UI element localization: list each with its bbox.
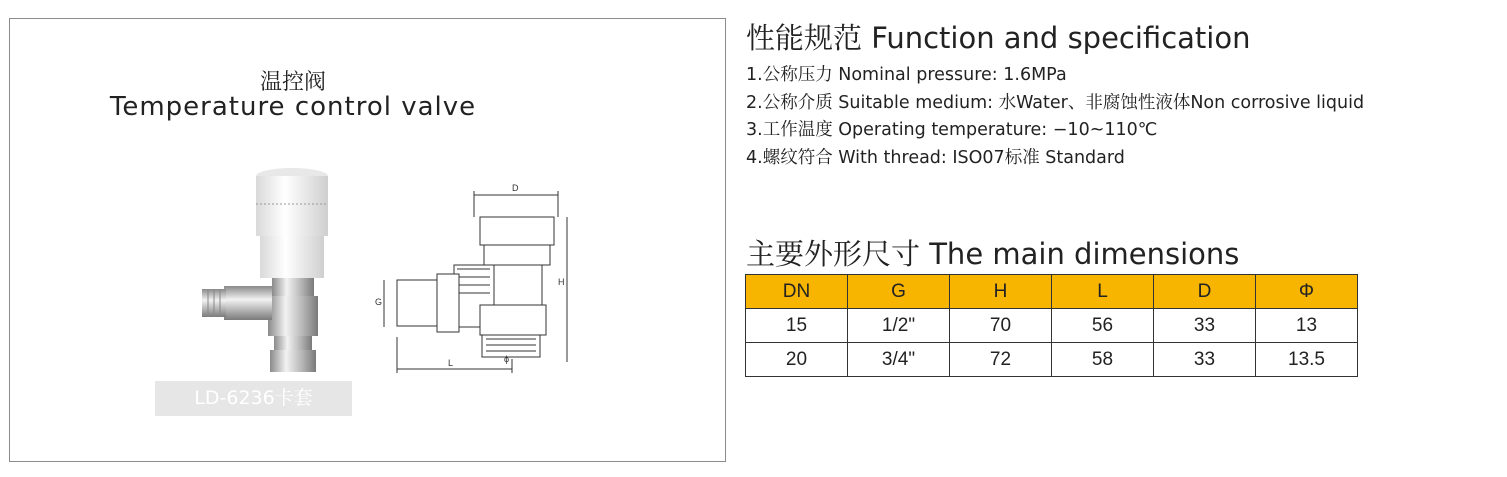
- table-cell: 70: [950, 309, 1052, 343]
- spec-item-pressure: 1.公称压力 Nominal pressure: 1.6MPa: [746, 65, 1067, 85]
- table-cell: 3/4": [848, 343, 950, 377]
- table-cell: 33: [1154, 343, 1256, 377]
- table-row: [746, 343, 1358, 377]
- drawing-label-phi: ϕ: [504, 354, 510, 364]
- drawing-label-d: D: [512, 183, 519, 193]
- valve-photo: [190, 164, 330, 374]
- table-cell: 58: [1052, 343, 1154, 377]
- table-cell: 1/2": [848, 309, 950, 343]
- table-cell: 33: [1154, 309, 1256, 343]
- table-cell: 15: [746, 309, 848, 343]
- header-d: D: [1154, 275, 1256, 309]
- drawing-label-l: L: [448, 358, 454, 368]
- table-cell: 13: [1256, 309, 1358, 343]
- header-g: G: [848, 275, 950, 309]
- spec-item-medium: 2.公称介质 Suitable medium: 水Water、非腐蚀性液体Non corrosive liquid: [746, 92, 1365, 113]
- spec-item-temperature: 3.工作温度 Operating temperature: −10~110℃: [746, 120, 1158, 140]
- product-card: [9, 18, 726, 462]
- product-title-cn: 温控阀: [259, 70, 326, 95]
- table-cell: 56: [1052, 309, 1154, 343]
- table-cell: 20: [746, 343, 848, 377]
- spec-list: [746, 62, 1364, 172]
- spec-heading: 性能规范 Function and specification: [746, 21, 1251, 55]
- product-title-en: Temperature control valve: [109, 92, 477, 122]
- dimensions-heading: 主要外形尺寸 The main dimensions: [746, 237, 1240, 271]
- table-cell: 13.5: [1256, 343, 1358, 377]
- header-l: L: [1052, 275, 1154, 309]
- valve-drawing: [362, 177, 577, 377]
- header-phi: Φ: [1256, 275, 1358, 309]
- model-label: LD-6236卡套: [155, 381, 352, 416]
- header-h: H: [950, 275, 1052, 309]
- table-cell: 72: [950, 343, 1052, 377]
- drawing-label-g: G: [375, 297, 383, 307]
- spec-item-thread: 4.螺纹符合 With thread: ISO07标准 Standard: [746, 147, 1125, 168]
- drawing-label-h: H: [558, 277, 565, 287]
- dimensions-table: [745, 274, 1358, 377]
- header-dn: DN: [746, 275, 848, 309]
- table-header-row: [746, 275, 1358, 309]
- table-row: [746, 309, 1358, 343]
